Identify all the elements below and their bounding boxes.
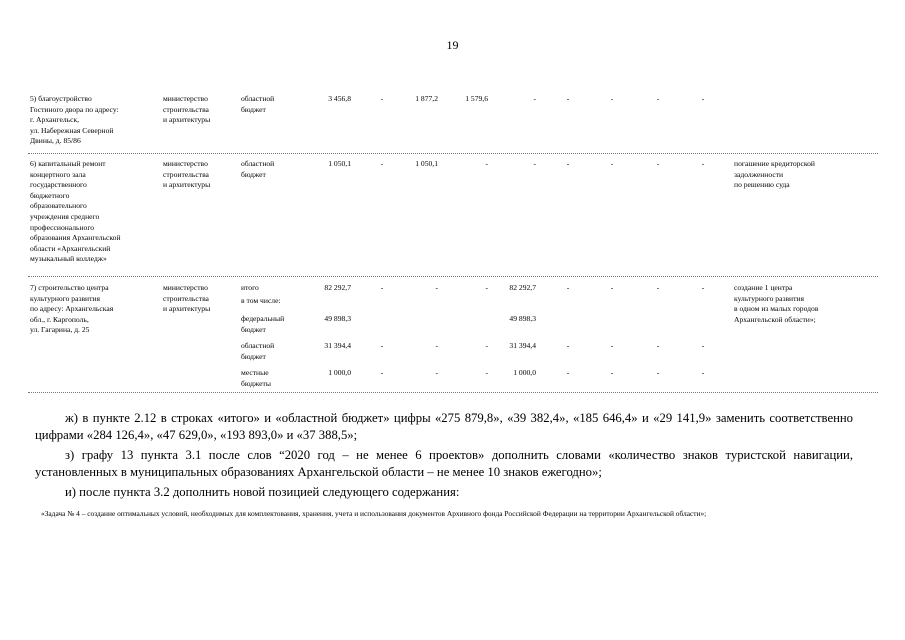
cell-name: Гостиного двора по адресу: — [30, 104, 119, 114]
cell-value: - — [610, 283, 614, 292]
cell-value: - — [656, 368, 660, 377]
page-number: 19 — [446, 38, 459, 52]
cell-value: - — [485, 341, 488, 350]
cell-value: - — [656, 341, 660, 350]
cell-result: культурного развития — [734, 293, 804, 303]
quote-task-4: «Задача № 4 – создание оптимальных условий, необходимых для комплектования, хранения, учета и использования документов Архивного фонда Российской Федерации на территории Архангельской области»; — [41, 509, 707, 518]
cell-value: - — [701, 341, 705, 350]
cell-result: создание 1 центра — [734, 283, 793, 292]
cell-value: - — [485, 283, 488, 292]
cell-name: музыкальный колледж» — [30, 254, 107, 264]
cell-name: 5) благоустройство — [30, 94, 92, 103]
cell-value: - — [566, 368, 570, 377]
cell-value: - — [435, 341, 438, 350]
cell-value: 1 000,0 — [328, 368, 351, 377]
cell-value: 1 050,1 — [415, 159, 438, 168]
paragraph-z: з) графу 13 пункта 3.1 после слов “2020 год – не менее 6 проектов» дополнить словами «количество знаков туристской навигации, установленных в муниципальных образованиях Архангельской области – не менее 10 знаков ежегодно»; — [35, 448, 853, 479]
cell-value: - — [485, 368, 488, 377]
cell-value: - — [380, 368, 384, 377]
cell-result: по решению суда — [734, 180, 790, 190]
cell-source: бюджет — [241, 104, 266, 114]
table-row-divider — [28, 153, 878, 154]
cell-source: областной — [241, 341, 275, 350]
cell-value: - — [701, 94, 705, 103]
cell-value: - — [610, 94, 614, 103]
cell-executor: строительства — [163, 104, 209, 114]
cell-name: Двины, д. 85/86 — [30, 136, 81, 146]
cell-name: 6) капитальный ремонт — [30, 159, 106, 168]
cell-value: 82 292,7 — [324, 283, 351, 292]
cell-value: - — [380, 94, 384, 103]
cell-executor: и архитектуры — [163, 115, 211, 125]
cell-executor: министерство — [163, 94, 208, 103]
cell-name: области «Архангельский — [30, 243, 111, 253]
cell-value: - — [610, 159, 614, 168]
cell-name: концертного зала — [30, 169, 86, 179]
cell-name: по адресу: Архангельская — [30, 304, 114, 314]
cell-source: федеральный — [241, 314, 285, 323]
cell-name: обл., г. Каргополь, — [30, 314, 89, 324]
cell-name: культурного развития — [30, 293, 100, 303]
cell-name: учреждения среднего — [30, 212, 100, 221]
cell-value: - — [610, 341, 614, 350]
cell-executor: министерство — [163, 159, 208, 168]
cell-value: - — [533, 159, 536, 168]
cell-executor: строительства — [163, 169, 209, 179]
cell-name: ул. Набережная Северной — [30, 125, 114, 135]
cell-executor: строительства — [163, 293, 209, 303]
paragraph-i: и) после пункта 3.2 дополнить новой позицией следующего содержания: — [65, 485, 460, 499]
cell-value: - — [435, 368, 438, 377]
cell-value: - — [656, 283, 660, 292]
cell-result: погашение кредиторской — [734, 159, 815, 168]
paragraph-zh: ж) в пункте 2.12 в строках «итого» и «областной бюджет» цифры «275 879,8», «39 382,4», «185 646,4» и «29 141,9» заменить соответственно цифрами «284 126,4», «47 629,0», «193 893,0» и «37 388,5»; — [35, 411, 853, 442]
cell-name: образовательного — [30, 201, 87, 211]
cell-value: 1 877,2 — [415, 94, 438, 103]
cell-name: образования Архангельской — [30, 233, 121, 243]
cell-source: областной — [241, 159, 275, 168]
cell-name: г. Архангельск, — [30, 115, 80, 125]
cell-value: - — [610, 368, 614, 377]
cell-value: 49 898,3 — [324, 314, 351, 323]
cell-result: Архангельской области»; — [734, 314, 816, 324]
cell-value: - — [566, 159, 570, 168]
cell-value: 1 050,1 — [328, 159, 351, 168]
cell-source: местные — [241, 368, 269, 377]
cell-name: государственного — [30, 180, 87, 190]
cell-value: - — [566, 341, 570, 350]
table-row-divider — [28, 392, 878, 393]
cell-source: в том числе: — [241, 296, 281, 305]
cell-value: - — [435, 283, 438, 292]
cell-name: 7) строительство центра — [30, 283, 109, 292]
cell-source: бюджет — [241, 351, 266, 361]
cell-value: - — [485, 159, 488, 168]
cell-result: задолженности — [734, 169, 784, 179]
cell-source: бюджет — [241, 324, 266, 334]
cell-value: - — [380, 283, 384, 292]
cell-value: - — [566, 94, 570, 103]
cell-value: - — [656, 94, 660, 103]
cell-name: бюджетного — [30, 190, 70, 200]
cell-value: 82 292,7 — [509, 283, 536, 292]
cell-executor: и архитектуры — [163, 180, 211, 190]
cell-source: областной — [241, 94, 275, 103]
cell-value: 3 456,8 — [328, 94, 351, 103]
cell-value: - — [380, 159, 384, 168]
cell-source: бюджет — [241, 169, 266, 179]
cell-result: в одном из малых городов — [734, 304, 819, 314]
cell-executor: и архитектуры — [163, 304, 211, 314]
cell-value: - — [533, 94, 536, 103]
table-row-divider — [28, 276, 878, 277]
cell-value: 31 394,4 — [324, 341, 351, 350]
cell-name: ул. Гагарина, д. 25 — [30, 325, 90, 335]
cell-value: - — [701, 283, 705, 292]
cell-source: итого — [241, 283, 259, 292]
cell-value: - — [380, 341, 384, 350]
cell-value: 1 579,6 — [465, 94, 488, 103]
cell-source: бюджеты — [241, 378, 271, 388]
cell-value: 1 000,0 — [513, 368, 536, 377]
cell-executor: министерство — [163, 283, 208, 292]
cell-value: - — [656, 159, 660, 168]
cell-value: - — [566, 283, 570, 292]
cell-name: профессионального — [30, 222, 95, 232]
cell-value: - — [701, 368, 705, 377]
cell-value: 49 898,3 — [509, 314, 536, 323]
cell-value: 31 394,4 — [509, 341, 536, 350]
cell-value: - — [701, 159, 705, 168]
